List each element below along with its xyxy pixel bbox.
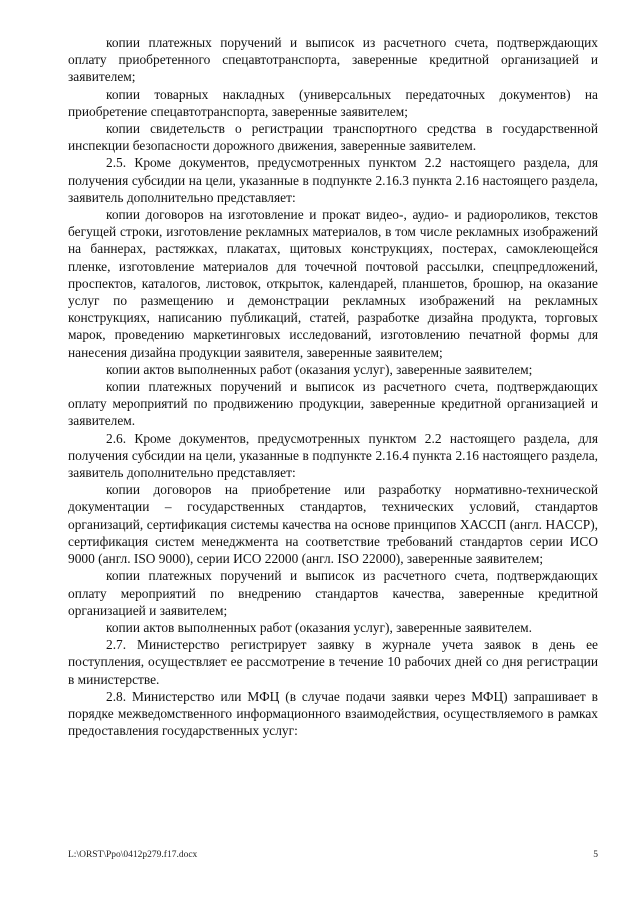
paragraph: 2.8. Министерство или МФЦ (в случае подачи заявки через МФЦ) запрашивает в порядке межведомственного информационного взаимодействия, осуществляемого в рамках предоставления государственных услуг: <box>68 688 598 739</box>
paragraph: копии платежных поручений и выписок из расчетного счета, подтверждающих оплату приобретенного спецавтотранспорта, заверенные кредитной организацией и заявителем; <box>68 35 598 85</box>
file-path: L:\ORST\Ppo\0412p279.f17.docx <box>68 850 198 860</box>
paragraph: 2.6. Кроме документов, предусмотренных пунктом 2.2 настоящего раздела, для получения субсидии на цели, указанные в подпункте 2.16.4 пункта 2.16 настоящего раздела, заявитель дополнительно представляет: <box>68 430 598 481</box>
paragraph: 2.5. Кроме документов, предусмотренных пунктом 2.2 настоящего раздела, для получения субсидии на цели, указанные в подпункте 2.16.3 пункта 2.16 настоящего раздела, заявитель дополнительно представляет: <box>68 155 598 205</box>
paragraph: 2.7. Министерство регистрирует заявку в журнале учета заявок в день ее поступления, осуществляет ее рассмотрение в течение 10 рабочих дней со дня регистрации в министерстве. <box>68 637 598 687</box>
paragraph: копии свидетельств о регистрации транспортного средства в государственной инспекции безопасности дорожного движения, заверенные заявителем. <box>68 121 598 154</box>
paragraph: копии товарных накладных (универсальных передаточных документов) на приобретение спецавтотранспорта, заверенные заявителем; <box>68 86 598 119</box>
paragraph: копии актов выполненных работ (оказания услуг), заверенные заявителем; <box>106 361 533 377</box>
document-body <box>68 34 598 739</box>
paragraph: копии платежных поручений и выписок из расчетного счета, подтверждающих оплату мероприятий по продвижению продукции, заверенные кредитной организацией и заявителем. <box>68 379 598 429</box>
paragraph: копии платежных поручений и выписок из расчетного счета, подтверждающих оплату мероприятий по внедрению стандартов качества, заверенные кредитной организацией и заявителем; <box>68 568 598 618</box>
paragraph: копии договоров на изготовление и прокат видео-, аудио- и радиороликов, текстов бегущей строки, изготовление рекламных материалов, в том числе рекламных изображений на баннерах, растяжках, плакатах, щитовых конструкциях, постерах, самоклеющейся пленке, изготовление материалов для точечной почтовой рассылки, спецпредложений, проспектов, каталогов, листовок, открыток, календарей, планшетов, брошюр, на оказание услуг по размещению и демонстрации рекламных изображений на рекламных конструкциях, написанию публикаций, статей, разработке дизайна продукта, торговых марок, проведению маркетинговых исследований, изготовлению печатной формы для нанесения дизайна продукции заявителя, заверенные заявителем; <box>68 207 598 360</box>
page-number: 5 <box>593 850 598 860</box>
paragraph: копии договоров на приобретение или разработку нормативно-технической документации – государственных стандартов, технических условий, стандартов организаций, сертификация системы качества на основе принципов ХАССП (англ. HACCP), сертификация систем менеджмента на соответствие требований стандартов серии ИСО 9000 (англ. ISO 9000), серии ИСО 22000 (англ. ISO 22000), заверенные заявителем; <box>68 482 598 567</box>
paragraph: копии актов выполненных работ (оказания услуг), заверенные заявителем. <box>106 619 532 635</box>
